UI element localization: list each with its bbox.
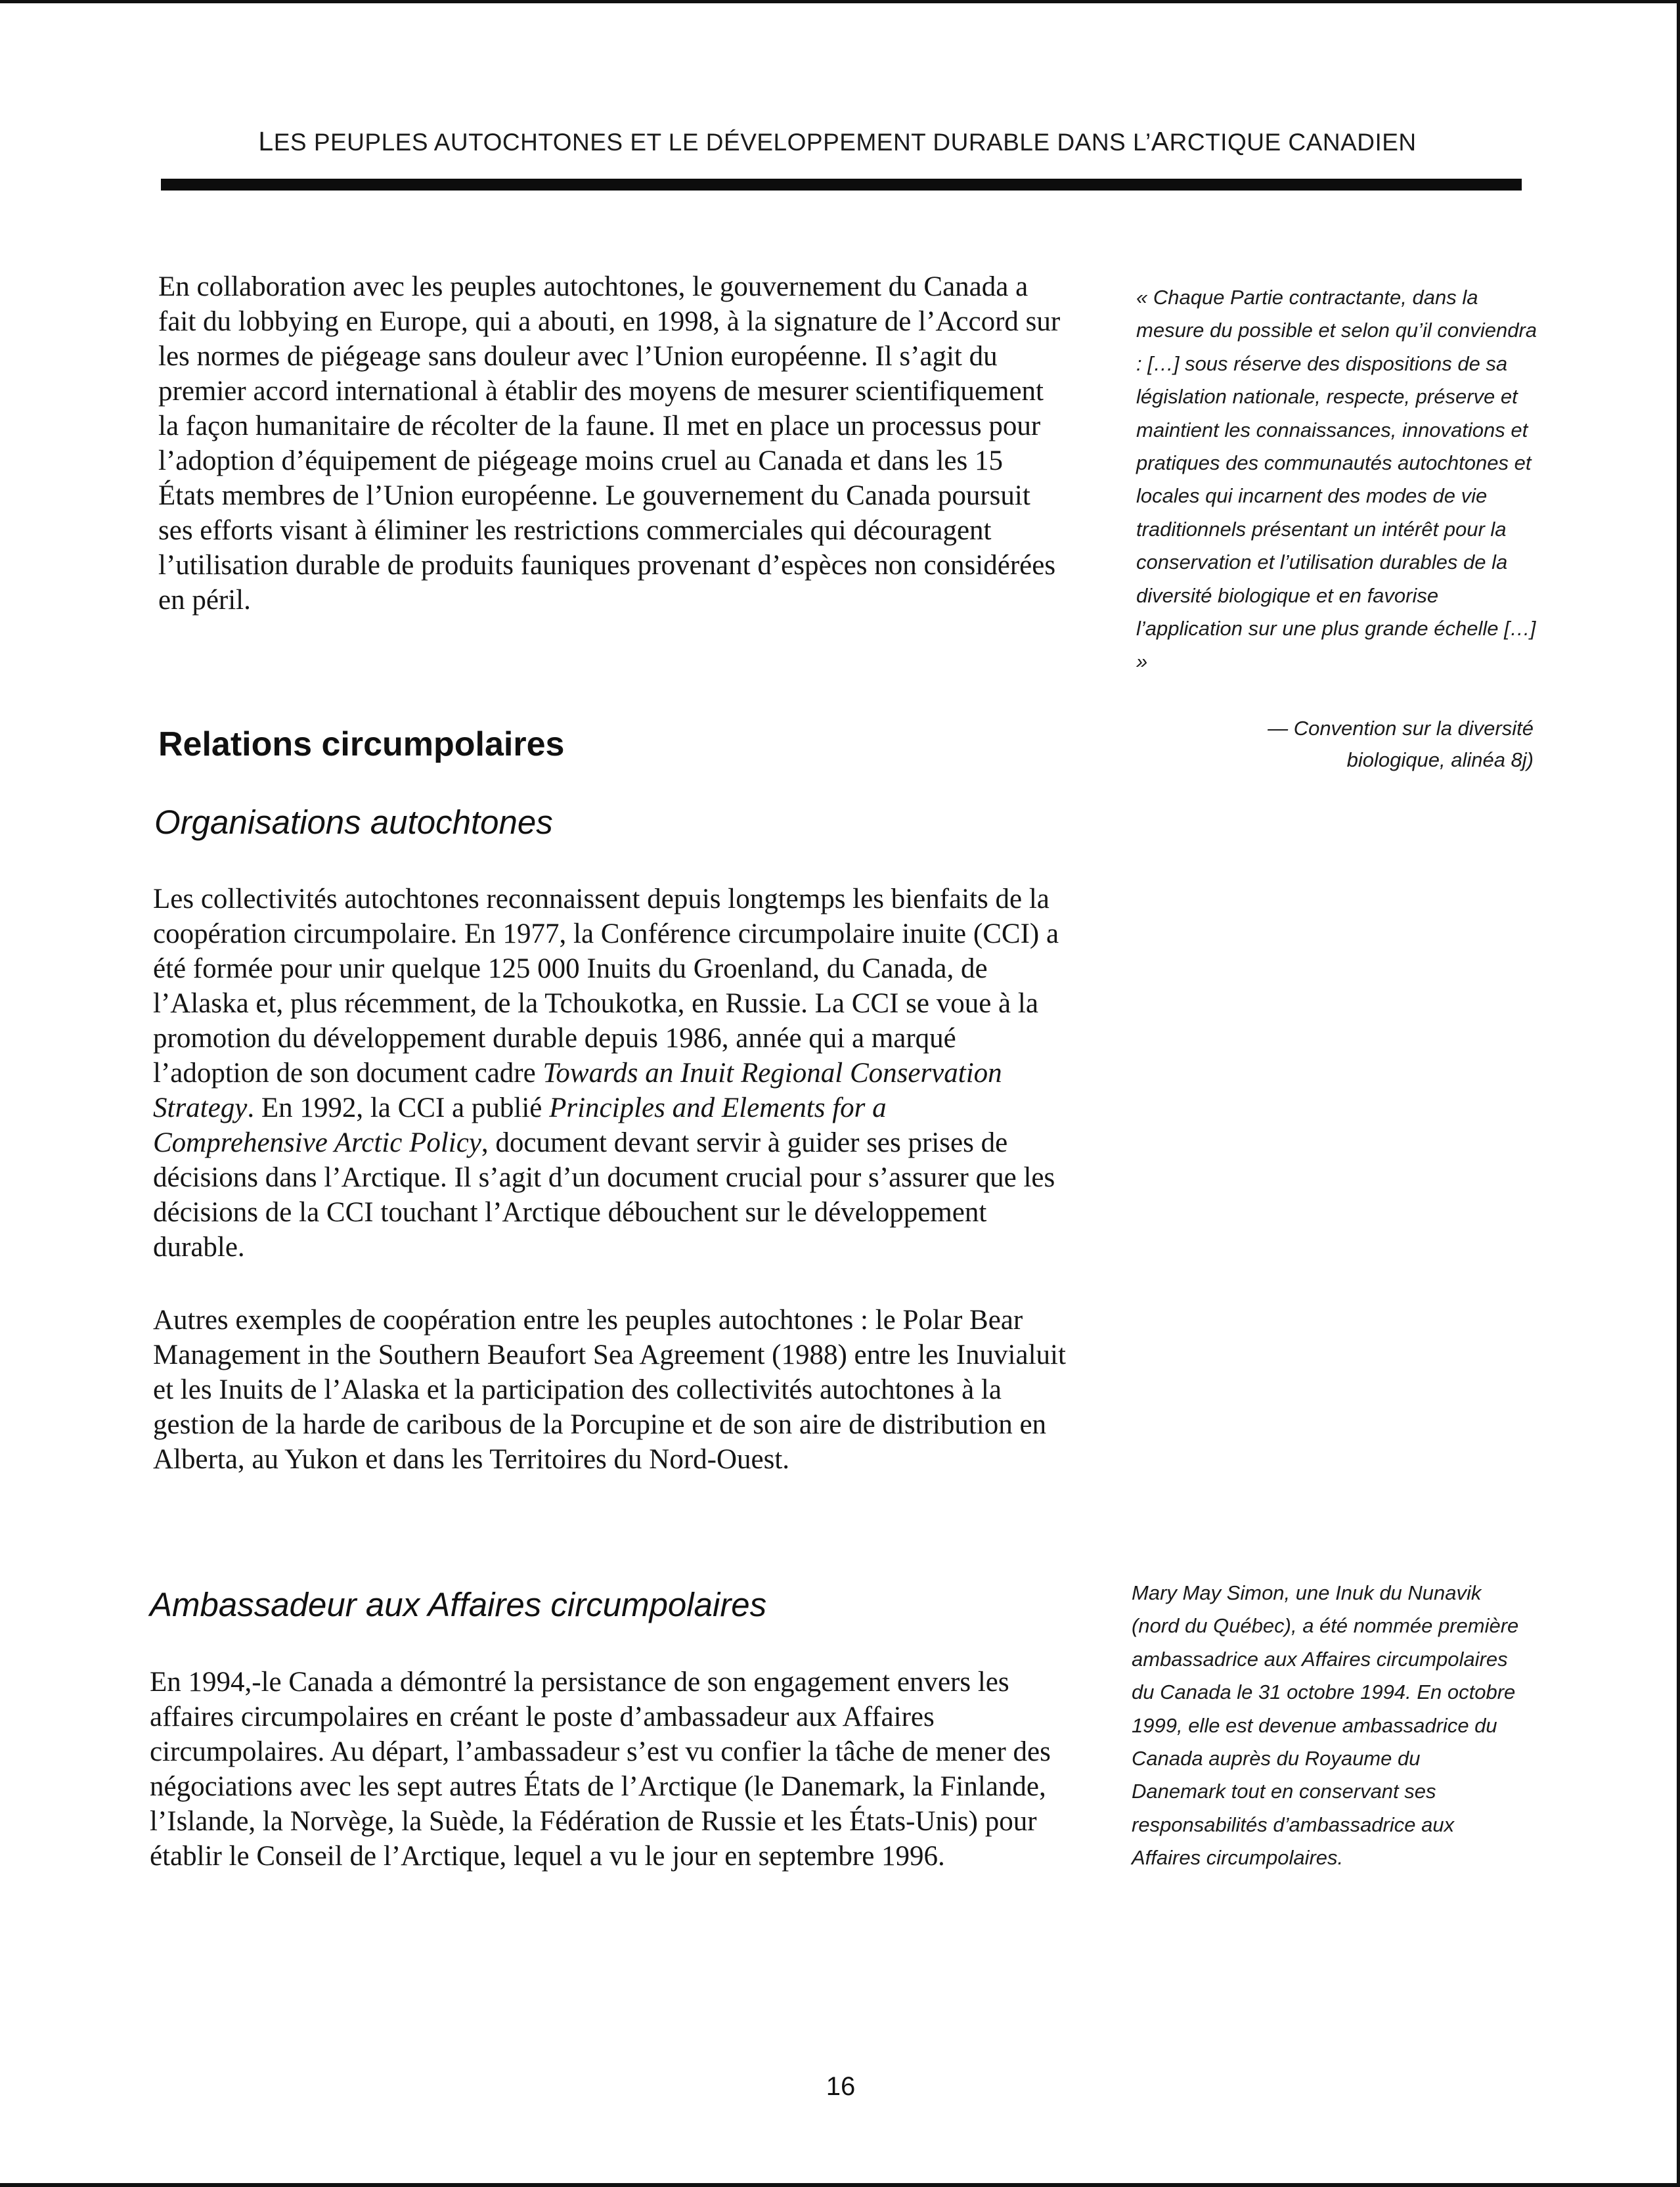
- header-text: RCTIQUE CANADIEN: [1169, 129, 1417, 156]
- paragraph-text: , document devant servir à guider ses prises de décisions dans l’Arctique. Il s’agit d’un document crucial pour s’assurer que les décisions de la CCI touchant l’Arctique débouchent sur le développement durable.: [153, 1127, 1055, 1263]
- attribution-line: biologique, alinéa 8j): [1346, 748, 1534, 771]
- header-initial: A: [1151, 126, 1170, 156]
- document-title: Towards an Inuit Regional Conservation Strategy: [153, 1058, 1002, 1123]
- paragraph-ambassadeur: En 1994,-le Canada a démontré la persistance de son engagement envers les affaires circumpolaires en créant le poste d’ambassadeur aux Affaires circumpolaires. Au départ, l’ambassadeur s’est vu confier la tâche de mener des négociations avec les sept autres États de l’Arctique (le Danemark, la Finlande, l’Islande, la Norvège, la Suède, la Fédération de Russie et les États-Unis) pour établir le Conseil de l’Arctique, lequel a vu le jour en septembre 1996.: [150, 1667, 1051, 1872]
- heading-ambassadeur: Ambassadeur aux Affaires circumpolaires: [150, 1586, 767, 1623]
- sidebar-attribution: [1136, 713, 1534, 776]
- page-number: 16: [826, 2072, 856, 2101]
- sidebar-quote: « Chaque Partie contractante, dans la mesure du possible et selon qu’il conviendra : […] sous réserve des dispositions de sa législation nationale, respecte, préserve et maintient les connaissances, innovations et pratiques des communautés autochtones et locales qui incarnent des modes de vie traditionnels présentant un intérêt pour la conservation et l’utilisation durables de la diversité biologique et en favorise l’application sur une plus grande échelle […] »: [1136, 286, 1537, 673]
- running-header: [154, 126, 1520, 157]
- page-border-bottom: [0, 2183, 1680, 2187]
- page-border-top: [0, 0, 1680, 3]
- paragraph-cci: [153, 882, 1066, 1265]
- paragraph-trapping-accord: En collaboration avec les peuples autochtones, le gouvernement du Canada a fait du lobbying en Europe, qui a abouti, en 1998, à la signature de l’Accord sur les normes de piégeage sans douleur avec l’Union européenne. Il s’agit du premier accord international à établir des moyens de mesurer scientifiquement la façon humanitaire de récolter de la faune. Il met en place un processus pour l’adoption d’équipement de piégeage moins cruel au Canada et dans les 15 États membres de l’Union européenne. Le gouvernement du Canada poursuit ses efforts visant à éliminer les restrictions commerciales qui découragent l’utilisation durable de produits fauniques provenant d’espèces non considérées en péril.: [158, 271, 1061, 616]
- paragraph-text: . En 1992, la CCI a publié: [247, 1093, 550, 1123]
- paragraph-text: Les collectivités autochtones reconnaissent depuis longtemps les bienfaits de la coopération circumpolaire. En 1977, la Conférence circumpolaire inuite (CCI) a été formée pour unir quelque 125 000 Inuits du Groenland, du Canada, de l’Alaska et, plus récemment, de la Tchoukotka, en Russie. La CCI se voue à la promotion du développement durable depuis 1986, année qui a marqué l’adoption de son document cadre: [153, 884, 1059, 1089]
- paragraph-cooperation-examples: Autres exemples de coopération entre les peuples autochtones : le Polar Bear Management in the Southern Beaufort Sea Agreement (1988) entre les Inuvialuit et les Inuits de l’Alaska et la participation des collectivités autochtones à la gestion de la harde de caribous de la Porcupine et de son aire de distribution en Alberta, au Yukon et dans les Territoires du Nord-Ouest.: [153, 1305, 1066, 1475]
- header-rule: [161, 179, 1522, 191]
- header-initial: L: [258, 126, 274, 156]
- heading-relations-circumpolaires: Relations circumpolaires: [158, 725, 565, 763]
- header-text: ES PEUPLES AUTOCHTONES ET LE DÉVELOPPEMENT DURABLE DANS L’: [273, 129, 1151, 156]
- attribution-line: — Convention sur la diversité: [1268, 717, 1534, 740]
- sidebar-note-mary-simon: Mary May Simon, une Inuk du Nunavik (nord du Québec), a été nommée première ambassadrice aux Affaires circumpolaires du Canada le 31 octobre 1994. En octobre 1999, elle est devenue ambassadrice du Canada auprès du Royaume du Danemark tout en conservant ses responsabilités d’ambassadrice aux Affaires circumpolaires.: [1132, 1581, 1519, 1870]
- heading-organisations-autochtones: Organisations autochtones: [154, 803, 553, 841]
- document-title: Principles and Elements for a Comprehensive Arctic Policy: [153, 1093, 887, 1158]
- page-border-right: [1677, 0, 1680, 2187]
